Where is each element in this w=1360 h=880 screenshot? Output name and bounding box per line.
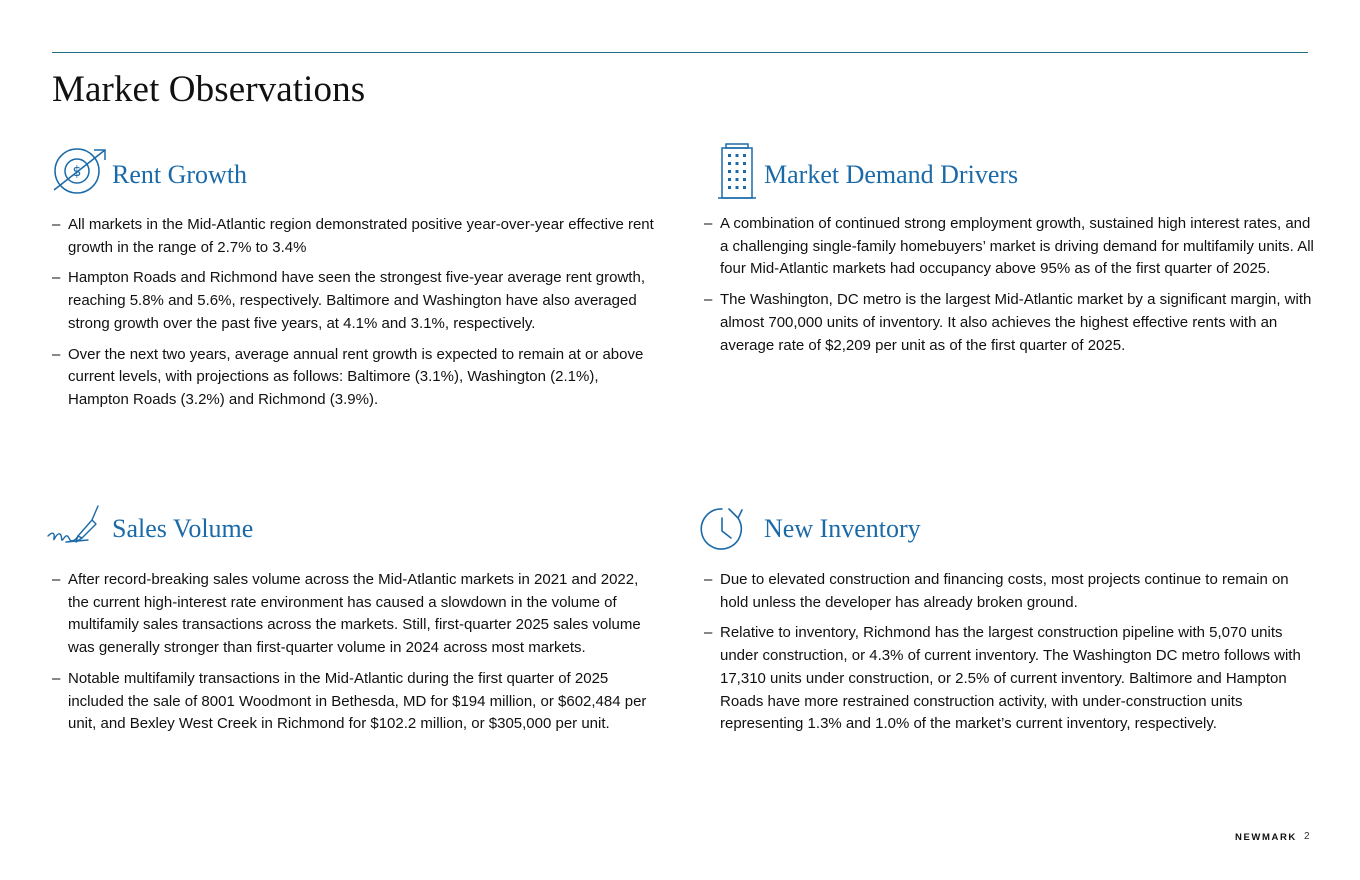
rent-growth-bullet-list (52, 214, 662, 420)
section-title-rent-growth: Rent Growth (112, 160, 248, 189)
list-item: – Relative to inventory, Richmond has the largest construction pipeline with 5,070 units under construction, or 4.3% of current inventory. The Washington DC metro follows with 17,310 units under construction, or 2.5% of current inventory. Baltimore and Hampton Roads have more restrained construction activity, with under-construction units representing 1.3% and 1.0% of the market’s current inventory, respectively. (704, 624, 1301, 733)
list-item: – The Washington, DC metro is the largest Mid-Atlantic market by a significant margin, with almost 700,000 units of inventory. It also achieves the highest effective rents with an average rate of $2,209 per unit as of the first quarter of 2025. (704, 291, 1312, 354)
top-divider-rule (52, 52, 1308, 53)
page-number: 2 (1304, 831, 1310, 842)
signature-pen-icon (46, 504, 102, 555)
list-item: – Hampton Roads and Richmond have seen the strongest five-year average rent growth, reaching 5.8% and 5.6%, respectively. Baltimore and Washington have also averaged strong growth over the past five years, at 4.1% and 3.1%, respectively. (52, 269, 645, 332)
list-item: – Due to elevated construction and financing costs, most projects continue to remain on hold unless the developer has already broken ground. (704, 571, 1289, 611)
clock-cycle-icon (698, 506, 746, 559)
new-inventory-bullet-list (704, 569, 1314, 744)
footer-brand-logo: NEWMARK (1235, 832, 1297, 843)
market-demand-bullet-list (704, 213, 1314, 365)
svg-text:$: $ (72, 164, 82, 180)
section-title-new-inventory: New Inventory (764, 514, 921, 543)
section-title-market-demand-drivers: Market Demand Drivers (764, 160, 1019, 189)
sales-volume-bullet-list (52, 569, 662, 744)
list-item: – Notable multifamily transactions in the Mid-Atlantic during the first quarter of 2025 included the sale of 8001 Woodmont in Bethesda, MD for $194 million, or $602,484 per unit, and Bexley West Creek in Richmond for $102.2 million, or $305,000 per unit. (52, 669, 647, 733)
office-building-icon (717, 142, 757, 205)
page-title: Market Observations (52, 69, 366, 110)
dollar-growth-icon (52, 147, 108, 202)
section-title-sales-volume: Sales Volume (112, 514, 254, 543)
list-item: – All markets in the Mid-Atlantic region demonstrated positive year-over-year effective rent growth in the range of 2.7% to 3.4% (52, 216, 654, 256)
list-item: – Over the next two years, average annual rent growth is expected to remain at or above current levels, with projections as follows: Baltimore (3.1%), Washington (2.1%), Hampton Roads (3.2%) and Richmond (3.9%). (52, 345, 644, 408)
list-item: – A combination of continued strong employment growth, sustained high interest rates, and a challenging single-family homebuyers’ market is driving demand for multifamily units. All four Mid-Atlantic markets had occupancy above 95% as of the first quarter of 2025. (704, 215, 1314, 278)
list-item: – After record-breaking sales volume across the Mid-Atlantic markets in 2021 and 2022, the current high-interest rate environment has caused a slowdown in the volume of multifamily sales transactions across the markets. Still, first-quarter 2025 sales volume was generally stronger than first-quarter volume in 2024 across most markets. (52, 571, 641, 657)
